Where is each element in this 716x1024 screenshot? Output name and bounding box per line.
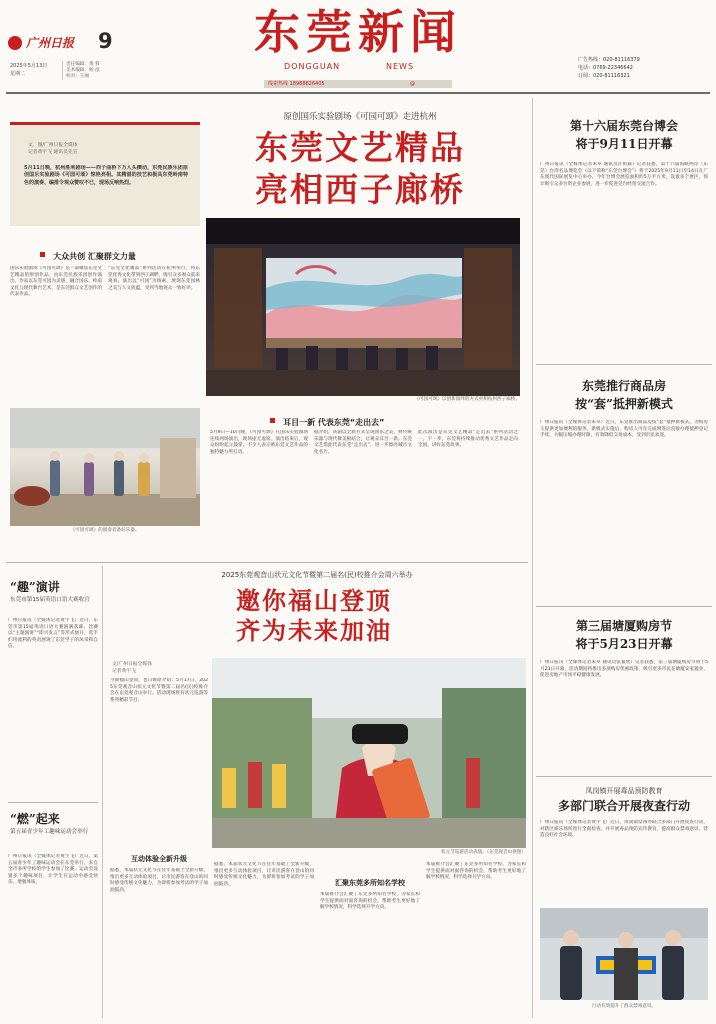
lead-sub2-col2: 据介绍，该剧以全新方式呈现国乐之美，将传统乐器与现代舞美相结合，让观众耳目一新。东莞文艺借此代表东莞“走出去”，进一步擦亮城市文化名片。: [314, 430, 412, 455]
bottom-mid-body: 据悉，本届状元文化节在往年基础上全新升级，推出更多互动体验项目，让市民游客在登山的同时感受传统文化魅力，为即将参加考试的学子加油鼓劲。: [214, 862, 314, 887]
lead-sub2-col3: 此次演出是东莞文艺精品“走出去”系列活动之一。下一步，东莞将持续推动优秀文艺作品走向全国，讲好东莞故事。: [418, 430, 518, 449]
lead-subheading-1-text: 大众共创 汇聚群文力量: [53, 252, 136, 261]
bottom-sub-a-title: 互动体验全新升级: [131, 855, 187, 863]
masthead: [0, 0, 716, 94]
drug-photo: [540, 908, 708, 1000]
lead-kicker: 原创国乐实验剧场《可园可颂》走进杭州: [283, 112, 437, 122]
sports-subtitle: 第五届青少年工趣味运动会举行: [10, 829, 89, 835]
paper-logo: [6, 36, 104, 52]
housing-fair-body: 广州日报讯（全媒体记者朱卓 通讯员张嘉欣）记者获悉，第三届塘厦购房节将于5月23日开幕，活动期间将推出多项购房优惠政策，吸引更多市民在塘厦安家置业，促进房地产市场平稳健康发展。: [540, 660, 708, 679]
bottom-sub-b-body-cont: 本届推介会汇聚了东莞多所知名学校，为家长和学生提供面对面咨询的机会，帮助考生更好地了解学校情况，科学选择升学方向。: [426, 862, 526, 881]
drug-kicker: 凤岗镇开展毒品预防教育: [585, 787, 663, 795]
sports-title: “燃”起来: [10, 812, 60, 826]
taibohui-title-line1: 第十六届东莞台博会: [569, 119, 678, 133]
bottom-headline-line1: 邀你福山登顶: [236, 586, 392, 615]
lead-byline: 文、图/广州日报全媒体: [28, 143, 78, 148]
speech-body: 广州日报讯（全媒体记者黄宇飞）近日，东莞市第15届英语口语大赛圆满落幕。比赛以“主题演讲”“即兴发言”等形式展开，选手们用流利的英语展现了东莞学子的风采和自信。: [8, 618, 98, 650]
lead-sub2-col1: 5月9日—10日晚，《可园可颂》在国乐实验剧场连续两场演出，现场座无虚席。演出结束后，观众纷纷起立鼓掌，不少人表示被东莞文艺作品的独特魅力所打动。: [210, 430, 308, 455]
speech-title: “趣”演讲: [10, 580, 60, 594]
lead-subheading-1: [40, 244, 210, 261]
bottom-sub-b-body: 本届推介会汇聚了东莞多所知名学校，为家长和学生提供面对面咨询的机会，帮助考生更好地了解学校情况，科学选择升学方向。: [320, 892, 420, 911]
bottom-byline: 文/广州日报全媒体: [112, 662, 152, 667]
lead-sub1-col2: “东莞文化精品”系列活动在杭州举行，将东莞优秀文化带到西子湖畔，吸引众多观众前来观看。演出以“可园”为线索，展现东莞园林之美与人文底蕴，受到当地观众一致好评。: [108, 266, 200, 291]
stage-photo-caption: 《可园可颂》以创新演绎的方式亮相杭州西子廊桥。: [414, 397, 520, 402]
issue-date: 2025年5月13日: [10, 63, 48, 69]
bullet-icon: [270, 418, 275, 423]
paper-logo-icon: [8, 36, 22, 50]
lead-subheading-2-text: 耳目一新 代表东莞“走出去”: [283, 418, 385, 427]
drug-body: 广州日报讯（全媒体记者黄宇飞）近日，凤岗镇禁毒办联合多部门开展夜查行动，对辖区娱乐场所进行全面检查，并开展毒品预防宣传教育，提高群众禁毒意识，营造良好社会环境。: [540, 820, 708, 839]
hotline: 线索热线 18988826405: [268, 81, 325, 87]
lead-summary-box: [10, 122, 200, 226]
lead-headline-line1: 东莞文艺精品: [255, 128, 465, 167]
performers-illustration: [10, 408, 200, 526]
ad-hotline: 广告热线：020-81116379: [578, 57, 640, 63]
paper-name: 广州日报: [26, 36, 75, 50]
bottom-kicker: 2025东莞观音山状元文化节暨第二届名(民)校推介会周六举办: [221, 571, 413, 579]
lead-article: [0, 96, 530, 566]
taibohui-body: 广州日报讯（全媒体记者朱卓 通讯员许祖森）记者获悉，第十六届海峡两岸（东莞）台湾名品博览会（以下简称“东莞台博会”）将于2025年9月11日至14日在广东现代国际展览中心举办。今年台博会展览面积约5万平方米，设置多个展区，预计吸引众多台资企业参展，进一步促进莞台经贸交流合作。: [540, 162, 708, 187]
lead-subheading-2: [270, 410, 490, 427]
drug-photo-caption: 行动有效提升了群众禁毒意识。: [591, 1004, 657, 1009]
stage-photo: [206, 218, 520, 396]
housing-fair-title-line1: 第三届塘厦购房节: [575, 619, 672, 633]
mortgage-title-line2: 按“套”抵押新模式: [575, 397, 673, 411]
lead-headline-line2: 亮相西子廊桥: [255, 170, 465, 209]
ad-contact-box: [578, 56, 712, 82]
bottom-intro: 今期福山登顶，也日维原介绍：5月17日，2025东莞观音山状元文化节暨第二届名(民)校推介会在东莞观音山举行。活动现场将有状元巡游等系列精彩节目。: [110, 678, 208, 703]
mortgage-title-line1: 东莞推行商品房: [581, 379, 666, 393]
editor-line: 责任编辑：黄 蓉: [66, 62, 100, 67]
ad-phone: 电话：0769-22346642: [578, 65, 633, 71]
section-title-en-left: DONGGUAN: [284, 62, 341, 71]
lead-byline: 记者黄宇飞 通讯员先宣: [28, 150, 78, 155]
taibohui-title-line2: 将于9月11日开幕: [575, 137, 673, 151]
housing-fair-title-line2: 将于5月23日开幕: [575, 637, 673, 651]
lead-summary: 5月11日晚，杭州胜利剧场——西子曲桥下万人头攒动，东莞民族乐团原创国乐实验剧场《可园可颂》惊艳亮相。其精湛的技艺和极具东莞岭南特色的演奏、编排令观众赞叹不已，现场反响热烈。: [24, 165, 188, 186]
issue-weekday: 星期二: [10, 71, 26, 77]
stage-illustration: [206, 218, 520, 396]
section-title: 东莞新闻: [254, 5, 462, 59]
hotline-tag: @: [410, 81, 415, 87]
performers-photo-caption: 《可园可颂》的演奏者备好乐器。: [70, 528, 140, 533]
section-title-en-right: NEWS: [386, 62, 415, 71]
bottom-headline-line2: 齐为未来加油: [236, 616, 392, 645]
scholar-photo: [212, 658, 526, 848]
left-bottom-column: [6, 566, 100, 1018]
bottom-sub-b-title: 汇聚东莞多所知名学校: [335, 879, 405, 887]
subscribe-phone: 订阅：020-81116321: [578, 73, 630, 79]
drug-photo-illustration: [540, 908, 708, 1000]
sports-body: 广州日报讯（全媒体记者黄宇飞）近日，第五届青少年工趣味运动会在东莞举行，来自全市多所学校的学生参加了比赛。运动会设置多个趣味项目，让学生在运动中感受快乐，增强体质。: [8, 854, 98, 886]
editor-line: 校对：王丽: [66, 74, 89, 79]
scholar-photo-caption: 状元节巡游活动表演。（东莞观音山供图）: [441, 850, 526, 855]
performers-photo: [10, 408, 200, 526]
mortgage-body: 广州日报讯（全媒体记者朱卓）近日，东莞推出商品房按“套”抵押新模式，为购房人提供更加便利的服务。新模式实施后，购房人可在完成网签后直接办理抵押登记手续，大幅压缩办理时限，有效降低交易成本，受到市民欢迎。: [540, 420, 708, 439]
bullet-icon: [40, 252, 45, 257]
scholar-photo-illustration: [212, 658, 526, 848]
editor-line: 美术编辑：杨 泓: [66, 68, 100, 73]
bottom-feature: [104, 566, 530, 1018]
bottom-byline: 记者黄宇飞: [112, 669, 136, 674]
speech-subtitle: 东莞市第15届英语口语大赛收官: [10, 597, 90, 603]
page-number: 9: [98, 29, 113, 53]
lead-sub1-col1: 国乐实验剧场《可园可颂》是一部聚焦东莞文艺精品的原创作品，由东莞民族乐团创作演出。作品以东莞可园为灵感，融合国乐、岭南文化与现代舞台艺术，是东莞群众文艺创作的代表作品。: [10, 266, 102, 298]
bottom-sub-a-body: 据悉，本届状元文化节在往年基础上全新升级，推出更多互动体验项目，让市民游客在登山的同时感受传统文化魅力，为即将参加考试的学子加油鼓劲。: [110, 868, 208, 893]
drug-title: 多部门联合开展夜查行动: [557, 799, 690, 813]
right-column: [536, 98, 712, 1018]
